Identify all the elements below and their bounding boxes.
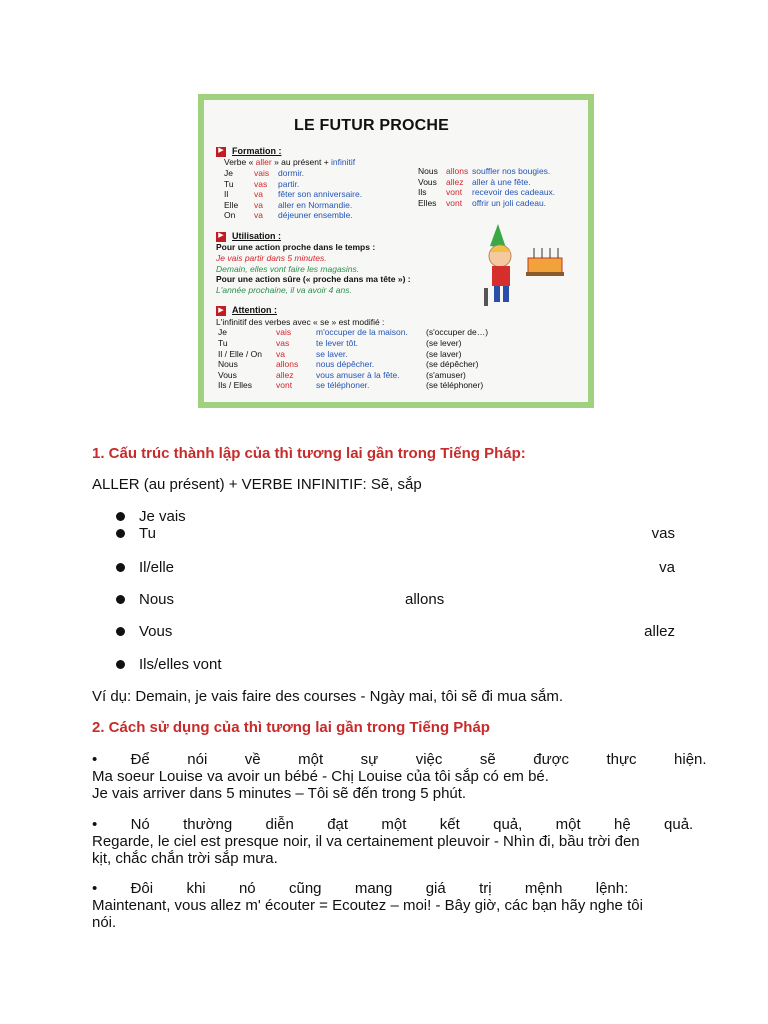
aller-form: allons xyxy=(446,166,469,176)
pronoun: Ils xyxy=(418,187,427,198)
attention-heading: Attention : xyxy=(232,305,277,316)
utilisation-example: Demain, elles vont faire les magasins. xyxy=(216,263,360,274)
bullet-icon xyxy=(116,595,125,604)
pronoun: Elles xyxy=(418,197,437,208)
paragraph: • Để nói về một sự việc sẽ được thực hiện. Ma soeur Louise va avoir un bébé - Chị Louise của tôi sắp có em bé. Je vais arriver dans 5 minutes – Tôi sẽ đến trong 5 phút. xyxy=(92,751,707,802)
utilisation-line: Pour une action sûre (« proche dans ma tête ») : xyxy=(216,274,411,285)
formula-line: ALLER (au présent) + VERBE INFINITIF: Sẽ, sắp xyxy=(92,476,422,493)
pronoun: Tu xyxy=(224,178,234,189)
section2-heading: 2. Cách sử dụng của thì tương lai gần trong Tiếng Pháp xyxy=(92,719,490,736)
original-infinitive: (s'occuper de…) xyxy=(426,327,489,338)
pronoun: Il / Elle / On xyxy=(218,348,262,359)
infinitive: aller à une fête. xyxy=(472,176,531,187)
reflexive-infinitive: nous dépêcher. xyxy=(316,359,375,370)
infinitive: recevoir des cadeaux. xyxy=(472,187,556,198)
pronoun: Ils / Elles xyxy=(218,380,253,391)
image-title: LE FUTUR PROCHE xyxy=(294,117,449,134)
aller-form: allons xyxy=(276,359,299,370)
utilisation-heading: Utilisation : xyxy=(232,231,281,241)
boy-with-cake-illustration xyxy=(476,218,566,308)
aller-form: va xyxy=(254,189,263,200)
list-item: Ils/elles vont xyxy=(116,656,675,673)
aller-form: allez xyxy=(446,176,464,187)
pronoun: Je xyxy=(218,327,227,338)
aller-form: va xyxy=(254,210,263,221)
paragraph: • Nó thường diễn đạt một kết quả, một hệ quả. Regarde, le ciel est presque noir, il va certainement pleuvoir - Nhìn đi, bầu trời đen kịt, chắc chắn trời sắp mưa. xyxy=(92,816,694,867)
pronoun: Il xyxy=(224,189,229,200)
reflexive-infinitive: se laver. xyxy=(316,348,348,359)
formation-rule: Verbe « aller » au présent + infinitif xyxy=(224,157,356,168)
pronoun: Nous xyxy=(418,166,438,176)
image-content xyxy=(204,100,588,402)
list-item: Nous allons xyxy=(116,591,675,608)
pronoun: Vous xyxy=(218,369,237,380)
original-infinitive: (se téléphoner) xyxy=(426,380,484,391)
pronoun: Elle xyxy=(224,199,239,210)
section1-heading: 1. Cấu trúc thành lập của thì tương lai gần trong Tiếng Pháp: xyxy=(92,445,526,462)
utilisation-example: Je vais partir dans 5 minutes. xyxy=(216,252,327,263)
aller-form: vas xyxy=(276,337,290,348)
infinitive: souffler nos bougies. xyxy=(472,166,551,176)
aller-form: vais xyxy=(254,167,270,178)
infinitive: offrir un joli cadeau. xyxy=(472,197,547,208)
list-item: Il/elle va xyxy=(116,559,675,576)
arrow-icon: ▶ xyxy=(216,232,226,242)
aller-form: vont xyxy=(446,197,463,208)
infinitive: aller en Normandie. xyxy=(278,199,353,210)
list-item: Tu vas xyxy=(116,525,675,542)
infinitive: déjeuner ensemble. xyxy=(278,210,353,221)
formation-heading: Formation : xyxy=(232,146,282,156)
pronoun: Je xyxy=(224,167,233,178)
original-infinitive: (se dépêcher) xyxy=(426,359,479,370)
attention-table xyxy=(218,327,576,391)
aller-form: vais xyxy=(276,327,292,338)
paragraph: • Đôi khi nó cũng mang giá trị mệnh lệnh: Maintenant, vous allez m' écouter = Ecoutez – moi! - Bây giờ, các bạn hãy nghe tôi nói. xyxy=(92,880,643,931)
infinitive: partir. xyxy=(278,178,300,189)
original-infinitive: (se laver) xyxy=(426,348,462,359)
pronoun: Nous xyxy=(218,359,238,370)
aller-form: vont xyxy=(446,187,463,198)
bullet-icon xyxy=(116,627,125,636)
aller-form: va xyxy=(276,348,285,359)
formation-right-table xyxy=(418,166,572,209)
utilisation-example: L'année prochaine, il va avoir 4 ans. xyxy=(216,284,352,295)
aller-form: vas xyxy=(254,178,268,189)
attention-rule: L'infinitif des verbes avec « se » est modifié : xyxy=(216,316,385,327)
utilisation-line: Pour une action proche dans le temps : xyxy=(216,242,376,253)
infinitive: dormir. xyxy=(278,167,304,178)
reflexive-infinitive: se téléphoner. xyxy=(316,380,370,391)
bullet-icon xyxy=(116,563,125,572)
bullet-icon xyxy=(116,512,125,521)
formation-heading-row xyxy=(216,146,576,157)
arrow-icon: ▶ xyxy=(216,147,226,157)
bullet-icon xyxy=(116,529,125,538)
aller-form: allez xyxy=(276,369,294,380)
list-item: Je vais xyxy=(116,508,675,525)
reflexive-infinitive: vous amuser à la fête. xyxy=(316,369,400,380)
aller-form: va xyxy=(254,199,263,210)
futur-proche-image xyxy=(198,94,594,408)
aller-form: vont xyxy=(276,380,293,391)
original-infinitive: (s'amuser) xyxy=(426,369,466,380)
pronoun: Tu xyxy=(218,337,228,348)
reflexive-infinitive: m'occuper de la maison. xyxy=(316,327,408,338)
original-infinitive: (se lever) xyxy=(426,337,462,348)
example-line: Ví dụ: Demain, je vais faire des courses - Ngày mai, tôi sẽ đi mua sắm. xyxy=(92,688,564,705)
reflexive-infinitive: te lever tôt. xyxy=(316,337,359,348)
pronoun: On xyxy=(224,210,236,221)
arrow-icon: ▶ xyxy=(216,306,226,316)
list-item: Vous allez xyxy=(116,623,675,640)
pronoun: Vous xyxy=(418,176,437,187)
bullet-icon xyxy=(116,660,125,669)
infinitive: fêter son anniversaire. xyxy=(278,189,363,200)
